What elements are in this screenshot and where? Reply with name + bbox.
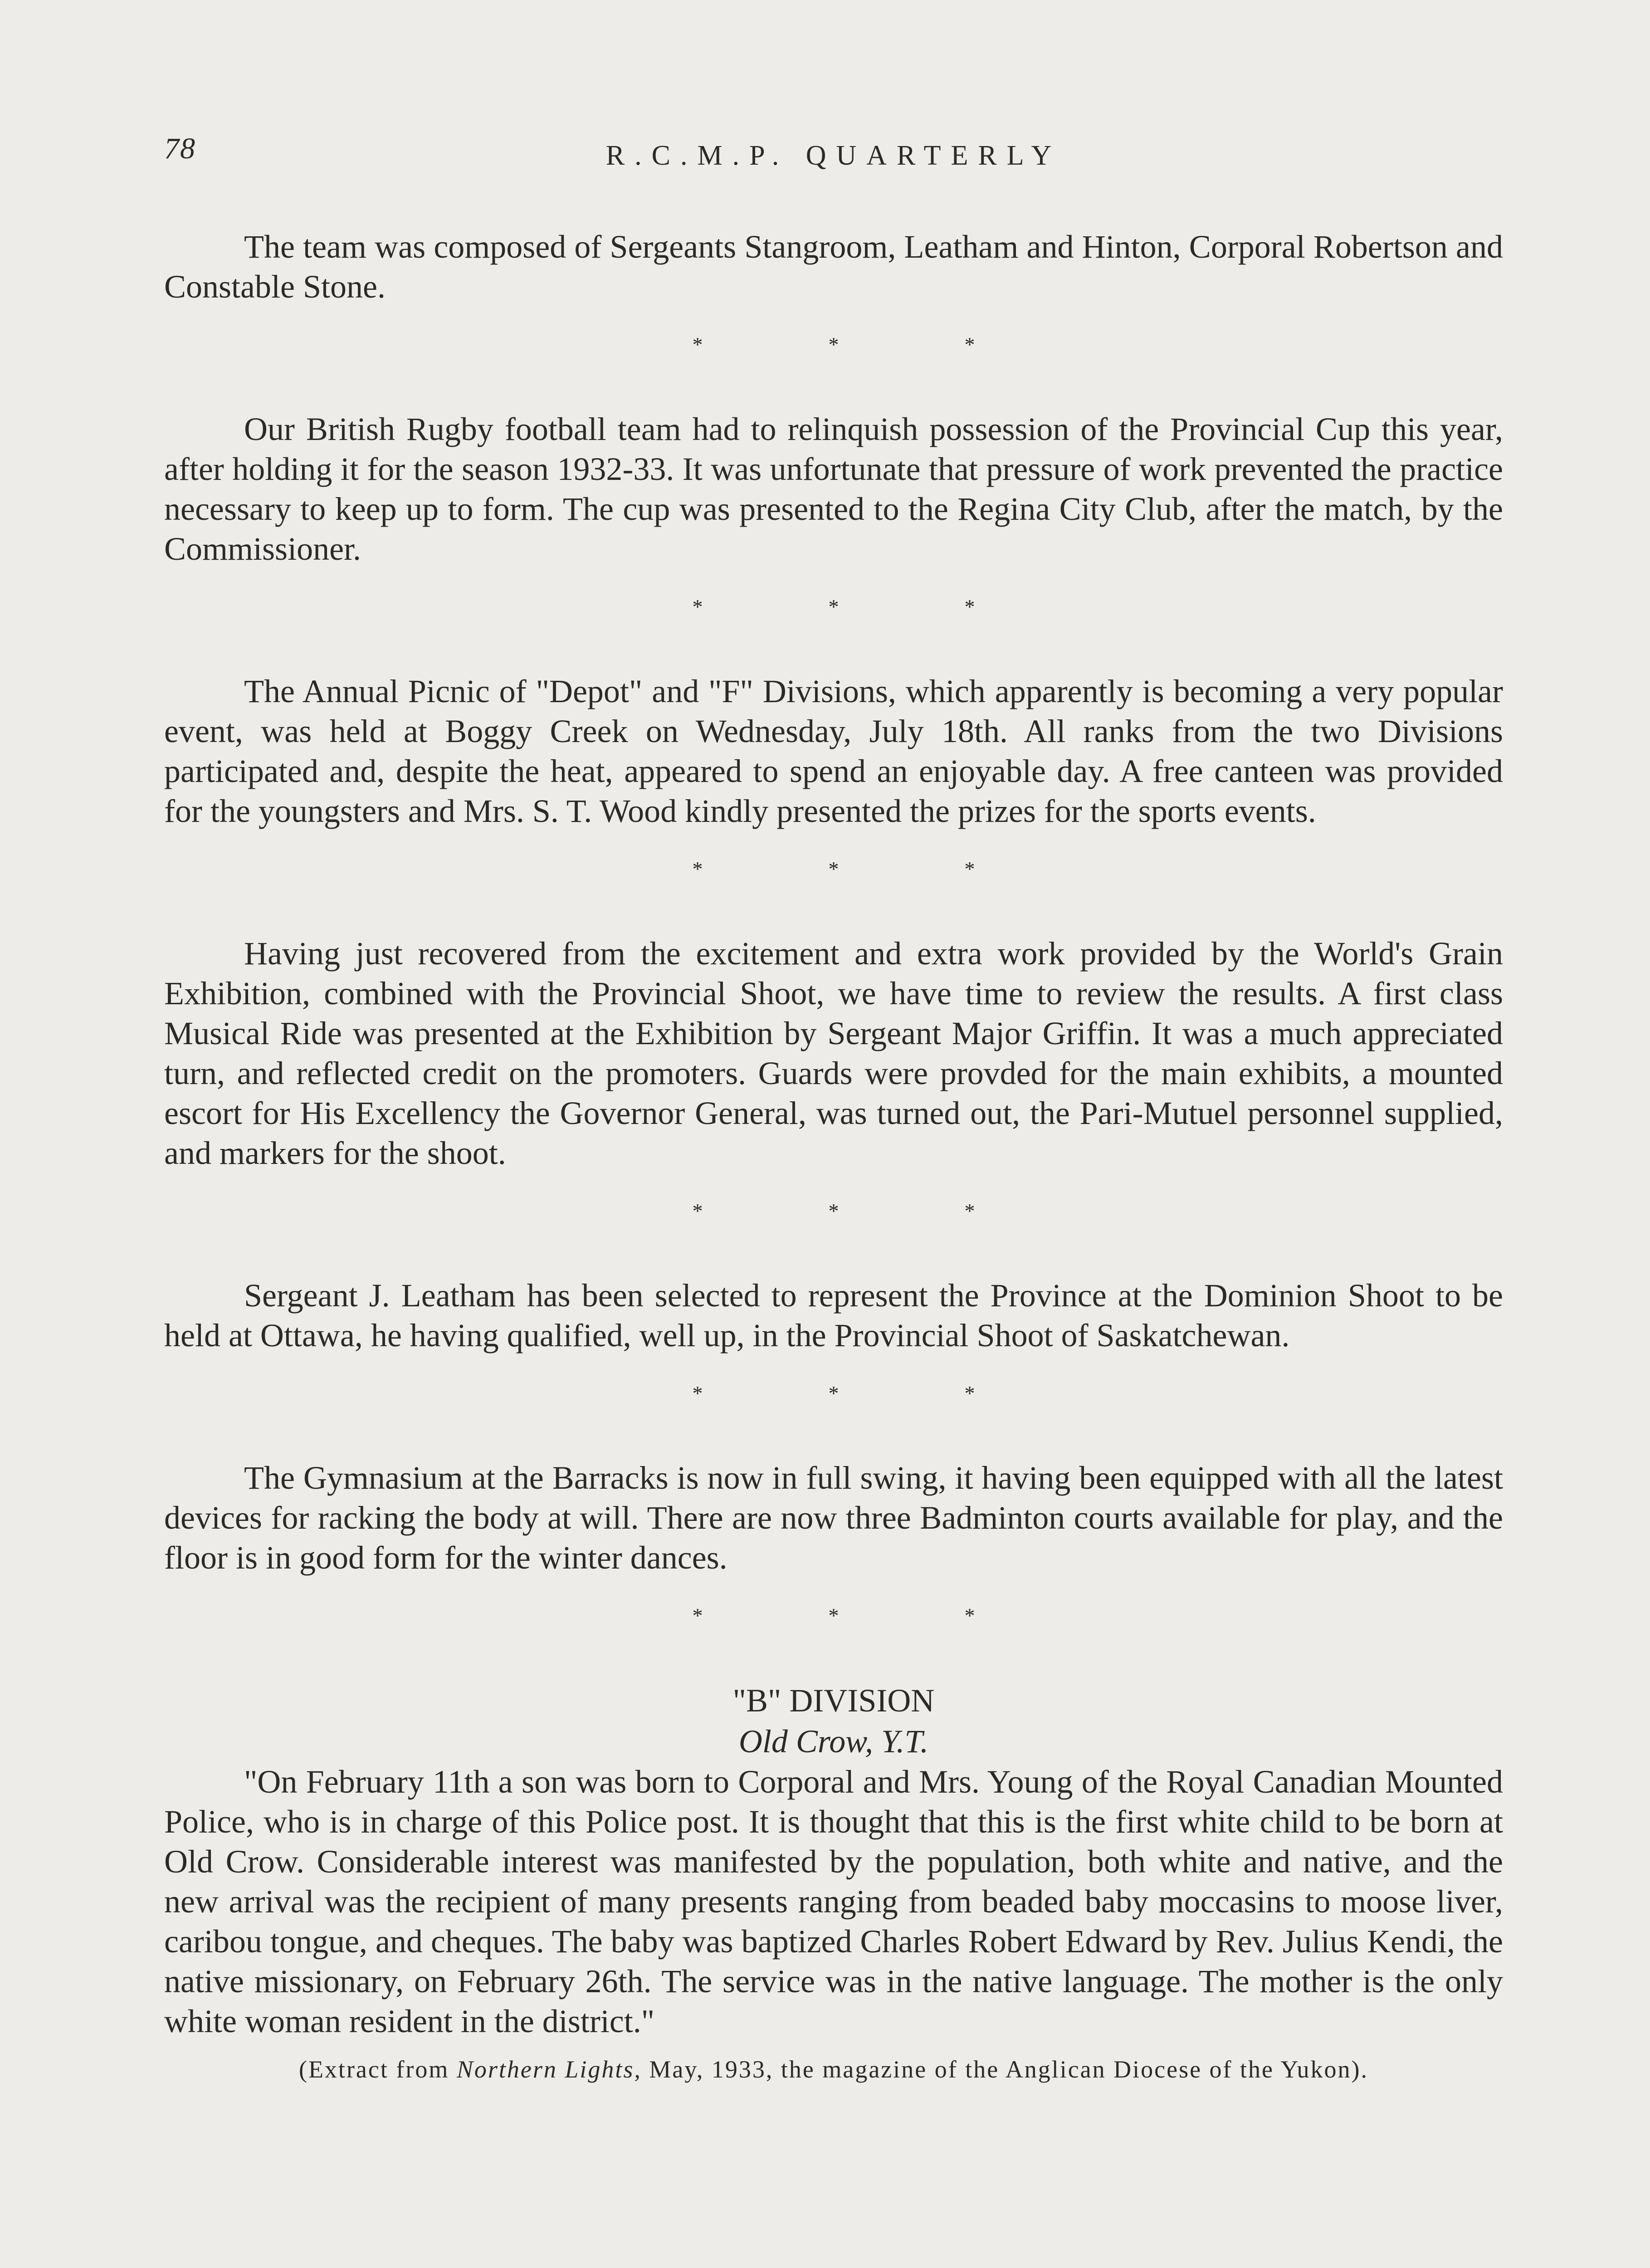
paragraph-team: The team was composed of Sergeants Stangroom, Leatham and Hinton, Corporal Robertson and Constable Stone. [164,229,1503,305]
paragraph-rugby: Our British Rugby football team had to relinquish possession of the Provincial Cup this year, after holding it for the season 1932-33. It was unfortunate that pressure of work prevented the practice necessary to keep up to form. The cup was presented to the Regina City Club, after the match, by the Commissioner. [164,411,1503,567]
asterisk: * [828,1199,839,1222]
asterisk: * [692,595,703,618]
asterisk: * [692,1199,703,1222]
division-location: Old Crow, Y.T. [738,1723,929,1760]
asterisk: * [828,857,839,880]
paragraph-shoot: Sergeant J. Leatham has been selected to represent the Province at the Dominion Shoot to be held at Ottawa, he having qualified, well up, in the Provincial Shoot of Saskatchewan. [164,1277,1503,1354]
asterisk: * [964,1382,975,1405]
asterisk: * [964,333,975,356]
asterisk: * [828,333,839,356]
source-citation [164,2051,1503,2087]
asterisk: * [692,1604,703,1627]
division-heading: "B" DIVISION [732,1682,935,1719]
asterisk: * [964,1199,975,1222]
asterisk: * [692,857,703,880]
page-header [164,132,1503,186]
paragraph-gymnasium: The Gymnasium at the Barracks is now in full swing, it having been equipped with all the latest devices for racking the body at will. There are now three Badminton courts available for play, and the floor is in good form for the winter dances. [164,1460,1503,1576]
section-separator [164,569,1503,671]
paragraph-picnic: The Annual Picnic of "Depot" and "F" Divisions, which apparently is becoming a very popular event, was held at Boggy Creek on Wednesday, July 18th. All ranks from the two Divisions participated and, despite the heat, appeared to spend an enjoyable day. A free canteen was provided for the youngsters and Mrs. S. T. Wood kindly presented the prizes for the sports events. [164,673,1503,829]
asterisk: * [964,857,975,880]
article-body [164,227,1503,2087]
source-prefix: (Extract from [298,2056,457,2083]
asterisk: * [964,595,975,618]
asterisk: * [828,1604,839,1627]
asterisk: * [828,1382,839,1405]
source-suffix: May, 1933, the magazine of the Anglican Diocese of the Yukon). [641,2056,1369,2083]
section-separator [164,307,1503,409]
section-separator [164,1355,1503,1458]
asterisk: * [692,1382,703,1405]
section-separator [164,1173,1503,1276]
paragraph-exhibition: Having just recovered from the excitement and extra work provided by the World's Grain Exhibition, combined with the Provincial Shoot, we have time to review the results. A first class Musical Ride was presented at the Exhibition by Sergeant Major Griffin. It was a much appreciated turn, and reflected credit on the promoters. Guards were provded for the main exhibits, a mounted escort for His Excellency the Governor General, was turned out, the Pari-Mutuel personnel supplied, and markers for the shoot. [164,935,1503,1171]
asterisk: * [964,1604,975,1627]
paragraph-old-crow-quote: "On February 11th a son was born to Corporal and Mrs. Young of the Royal Canadian Mounted Police, who is in charge of this Police post. It is thought that this is the first white child to be born at Old Crow. Considerable interest was manifested by the population, both white and native, and the new arrival was the recipient of many presents ranging from beaded baby moccasins to moose liver, caribou tongue, and cheques. The baby was baptized Charles Robert Edward by Rev. Julius Kendi, the native missionary, on February 26th. The service was in the native language. The mother is the only white woman resident in the district." [164,1764,1503,2039]
page-number: 78 [164,132,196,165]
asterisk: * [828,595,839,618]
section-separator [164,1578,1503,1680]
asterisk: * [692,333,703,356]
section-separator [164,831,1503,934]
source-publication: Northern Lights, [456,2056,642,2083]
running-title: R.C.M.P. QUARTERLY [605,140,1062,171]
